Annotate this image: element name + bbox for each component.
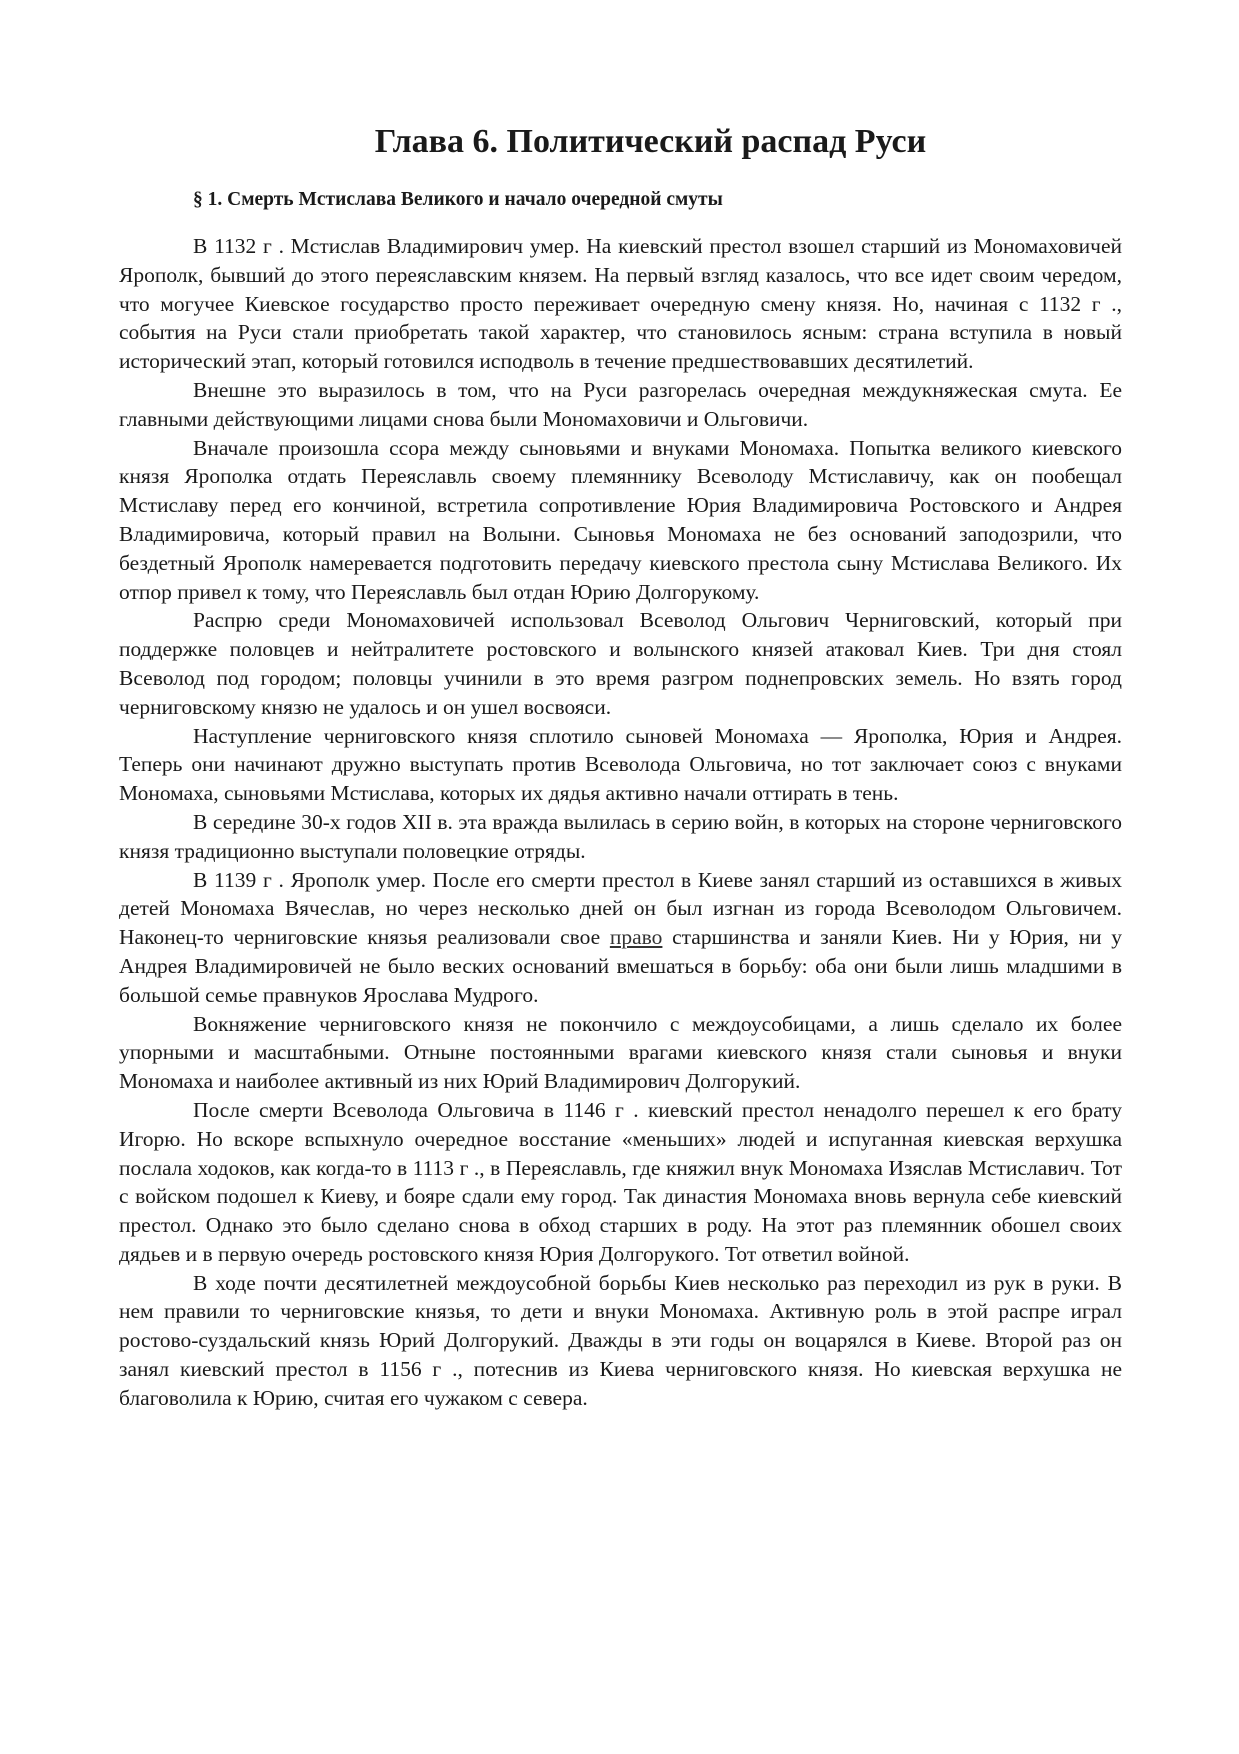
paragraph: В 1132 г . Мстислав Владимирович умер. На киевский престол взошел старший из Мономаховичей Ярополк, бывший до этого переяславским князем. На первый взгляд казалось, что все идет своим чередом, что могучее Киевское государство просто переживает очередную смену князя. Но, начиная с 1132 г ., события на Руси стали приобретать такой характер, что становилось ясным: страна вступила в новый исторический этап, который готовился исподволь в течение предшествовавших десятилетий. — [119, 234, 1122, 374]
paragraph: В ходе почти десятилетней междоусобной борьбы Киев несколько раз переходил из рук в руки. В нем правили то черниговские князья, то дети и внуки Мономаха. Активную роль в этой распре играл ростово-суздальский князь Юрий Долгорукий. Дважды в эти годы он воцарялся в Киеве. Второй раз он занял киевский престол в 1156 г ., потеснив из Киева черниговского князя. Но киевская верхушка не благоволила к Юрию, считая его чужаком с севера. — [119, 1270, 1122, 1410]
paragraph-text: старшинства и заняли Киев. Ни у Юрия, ни у Андрея Владимировичей не было веских оснований вмешаться в борьбу: оба они были лишь младшими в большой семье правнуков Ярослава Мудрого. — [119, 925, 1122, 1007]
chapter-title: Глава 6. Политический распад Руси — [374, 123, 927, 160]
paragraph: После смерти Всеволода Ольговича в 1146 г . киевский престол ненадолго перешел к его брату Игорю. Но вскоре вспыхнуло очередное восстание «меньших» людей и испуганная киевская верхушка послала ходоков, как когда-то в 1113 г ., в Переяславль, где княжил внук Мономаха Изяслав Мстиславич. Тот с войском подошел к Киеву, и бояре сдали ему город. Так династия Мономаха вновь вернула себе киевский престол. Однако это было сделано снова в обход старших в роду. На этот раз племянник обошел своих дядьев и в первую очередь ростовского князя Юрия Долгорукого. Тот ответил войной. — [119, 1097, 1122, 1266]
document-page — [119, 118, 1122, 1413]
paragraph: Вокняжение черниговского князя не покончило с междоусобицами, а лишь сделало их более упорными и масштабными. Отныне постоянными врагами киевского князя стали сыновья и внуки Мономаха и наиболее активный из них Юрий Владимирович Долгорукий. — [119, 1011, 1122, 1094]
paragraph: В середине 30-х годов XII в. эта вражда вылилась в серию войн, в которых на стороне черниговского князя традиционно выступали половецкие отряды. — [119, 809, 1122, 863]
paragraph: Распрю среди Мономаховичей использовал Всеволод Ольгович Черниговский, который при поддержке половцев и нейтралитете ростовского и волынского князей атаковал Киев. Три дня стоял Всеволод под городом; половцы учинили в это время разгром поднепровских земель. Но взять город черниговскому князю не удалось и он ушел восвояси. — [119, 608, 1122, 719]
paragraph: Внешне это выразилось в том, что на Руси разгорелась очередная междукняжеская смута. Ее главными действующими лицами снова были Мономаховичи и Ольговичи. — [119, 377, 1122, 431]
body-text — [119, 232, 1122, 1413]
pravo-link[interactable]: право — [609, 925, 663, 950]
section-title: § 1. Смерть Мстислава Великого и начало очередной смуты — [193, 189, 723, 210]
paragraph-text: В 1139 г . Ярополк умер. После его смерти престол в Киеве занял старший из оставшихся в живых детей Мономаха Вячеслав, но через несколько дней он был изгнан из города Всеволодом Ольговичем. Наконец-то черниговские князья реализовали свое — [119, 867, 1122, 950]
paragraph: Наступление черниговского князя сплотило сыновей Мономаха — Ярополка, Юрия и Андрея. Теперь они начинают дружно выступать против Всеволода Ольговича, но тот заключает союз с внуками Мономаха, сыновьями Мстислава, которых их дядья активно начали оттирать в тень. — [119, 723, 1122, 806]
paragraph: Вначале произошла ссора между сыновьями и внуками Мономаха. Попытка великого киевского князя Ярополка отдать Переяславль своему племяннику Всеволоду Мстиславичу, как он пообещал Мстиславу перед его кончиной, встретила сопротивление Юрия Владимировича Ростовского и Андрея Владимировича, который правил на Волыни. Сыновья Мономаха не без оснований заподозрили, что бездетный Ярополк намеревается подготовить передачу киевского престола сыну Мстислава Великого. Их отпор привел к тому, что Переяславль был отдан Юрию Долгорукому. — [119, 435, 1122, 604]
paragraph-with-link — [119, 866, 1122, 1010]
